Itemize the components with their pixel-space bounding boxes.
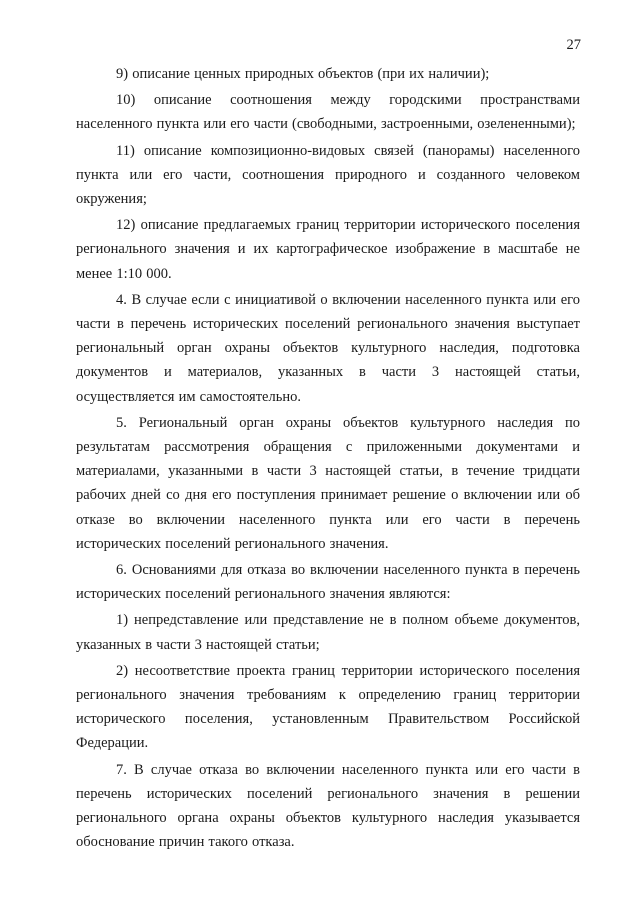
paragraph-reason-1: 1) непредставление или представление не в полном объеме документов, указанных в части 3 настоящей статьи; bbox=[76, 612, 580, 653]
paragraph-reason-2: 2) несоответствие проекта границ территории исторического поселения регионального значения требованиям к определению границ территории исторического поселения, установленным Правительством Российской Федерации. bbox=[76, 662, 580, 752]
paragraph-part-5: 5. Региональный орган охраны объектов культурного наследия по результатам рассмотрения обращения с приложенными документами и материалами, указанными в части 3 настоящей статьи, в течение тридцати рабочих дней со дня его поступления принимает решение о включении или об отказе во включении населенного пункта или его части в перечень исторических поселений регионального значения. bbox=[76, 414, 580, 552]
paragraph-item-11: 11) описание композиционно-видовых связей (панорамы) населенного пункта или его части, соотношения природного и созданного человеком окружения; bbox=[76, 142, 580, 208]
document-body bbox=[76, 62, 580, 855]
page-number: 27 bbox=[566, 37, 581, 53]
paragraph-item-12: 12) описание предлагаемых границ территории исторического поселения регионального значения и их картографическое изображение в масштабе не менее 1:10 000. bbox=[76, 217, 580, 282]
paragraph-part-7: 7. В случае отказа во включении населенного пункта или его части в перечень исторических поселений регионального значения в решении регионального органа охраны объектов культурного наследия указывается обоснование причин такого отказа. bbox=[76, 761, 580, 851]
paragraph-part-6: 6. Основаниями для отказа во включении населенного пункта в перечень исторических поселений регионального значения являются: bbox=[76, 562, 580, 603]
paragraph-item-9: 9) описание ценных природных объектов (при их наличии); bbox=[116, 66, 490, 82]
paragraph-item-10: 10) описание соотношения между городскими пространствами населенного пункта или его части (свободными, застроенными, озелененными); bbox=[76, 92, 580, 133]
paragraph-part-4: 4. В случае если с инициативой о включении населенного пункта или его части в перечень исторических поселений регионального значения выступает региональный орган охраны объектов культурного наследия, подготовка документов и материалов, указанных в части 3 настоящей статьи, осуществляется им самостоятельно. bbox=[76, 291, 580, 405]
